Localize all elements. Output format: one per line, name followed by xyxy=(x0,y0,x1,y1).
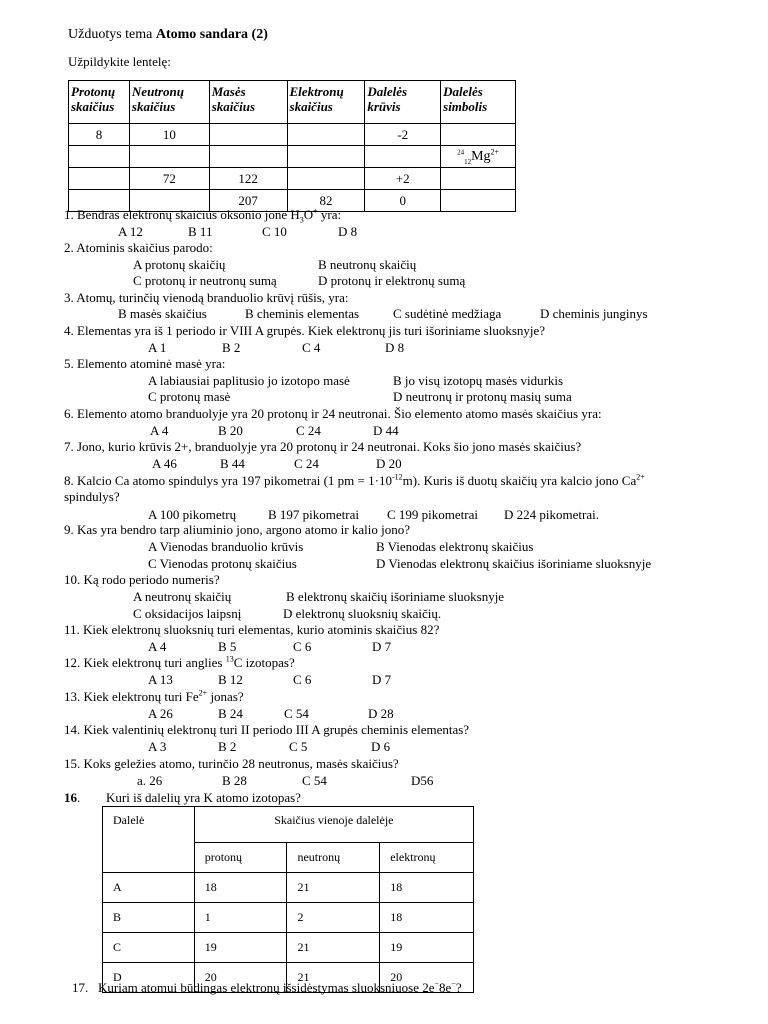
q8-option-c[interactable]: C 199 pikometrai xyxy=(387,507,478,522)
q9-option-d[interactable]: D Vienodas elektronų skaičius išoriniame sluoksnyje xyxy=(376,556,652,571)
table-row[interactable] xyxy=(103,903,474,933)
q1-option-c[interactable]: C 10 xyxy=(262,224,287,239)
table-cell: 18 xyxy=(380,873,474,903)
q3-option-a[interactable]: B masės skaičius xyxy=(118,306,207,321)
q14-option-d[interactable]: D 6 xyxy=(371,739,391,754)
q7-option-b[interactable]: B 44 xyxy=(220,456,245,471)
question-1: 1. Bendras elektronų skaičius oksonio jone $H_3O^+$ yra: xyxy=(64,206,342,225)
table-cell: 2 xyxy=(287,903,380,933)
q12-option-a[interactable]: A 13 xyxy=(148,672,173,687)
q4-option-a[interactable]: A 1 xyxy=(148,340,167,355)
table-cell: 21 xyxy=(287,873,380,903)
q3-option-c[interactable]: C sudėtinė medžiaga xyxy=(393,306,502,321)
question-16-number: 16. xyxy=(64,790,81,805)
header-count-group: Skaičius vienoje dalelėje xyxy=(194,807,473,843)
table-cell xyxy=(441,190,516,212)
question-16: Kuri iš dalelių yra K atomo izotopas? xyxy=(106,790,301,805)
table-cell: 18 xyxy=(194,873,287,903)
q2-option-a[interactable]: A protonų skaičių xyxy=(133,257,226,272)
table-cell: 10 xyxy=(129,124,209,146)
table-cell xyxy=(287,168,365,190)
table-cell xyxy=(365,146,441,168)
fill-in-table xyxy=(68,80,516,212)
table-cell: 72 xyxy=(129,168,209,190)
q15-option-d[interactable]: D56 xyxy=(411,773,434,788)
q3-option-b[interactable]: B cheminis elementas xyxy=(245,306,360,321)
question-3: 3. Atomų, turinčių vienodą branduolio krūvį rūšis, yra: xyxy=(64,290,349,305)
table-cell: 0 xyxy=(365,190,441,212)
q7-option-c[interactable]: C 24 xyxy=(294,456,319,471)
table-cell: 18 xyxy=(380,903,474,933)
q10-option-c[interactable]: C oksidacijos laipsnį xyxy=(133,606,242,621)
q10-option-b[interactable]: B elektronų skaičių išoriniame sluoksnyje xyxy=(286,589,505,604)
q9-option-c[interactable]: C Vienodas protonų skaičius xyxy=(148,556,297,571)
question-7: 7. Jono, kurio krūvis 2+, branduolyje yra 20 protonų ir 24 neutronai. Koks šio jono masės skaičius? xyxy=(64,439,582,454)
isotope-table xyxy=(102,806,474,993)
table-cell: 207 xyxy=(209,190,287,212)
title-prefix: Užduotys tema xyxy=(68,27,156,42)
header-neutrons: neutronų xyxy=(287,843,380,873)
table-header-row xyxy=(103,807,474,843)
q9-option-b[interactable]: B Vienodas elektronų skaičius xyxy=(376,539,534,554)
table-cell: 19 xyxy=(194,933,287,963)
q6-option-a[interactable]: A 4 xyxy=(150,423,169,438)
header-mass: Masės skaičius xyxy=(209,81,287,124)
q11-option-c[interactable]: C 6 xyxy=(293,639,312,654)
q13-option-d[interactable]: D 28 xyxy=(368,706,394,721)
table-row xyxy=(69,168,516,190)
q12-option-b[interactable]: B 12 xyxy=(218,672,243,687)
question-13: 13. Kiek elektronų turi $Fe^{2+}$ jonas? xyxy=(64,688,244,704)
q6-option-c[interactable]: C 24 xyxy=(296,423,321,438)
q5-option-c[interactable]: C protonų masė xyxy=(148,389,231,404)
q1-option-b[interactable]: B 11 xyxy=(188,224,213,239)
table-row xyxy=(69,124,516,146)
q2-option-d[interactable]: D protonų ir elektronų sumą xyxy=(318,273,466,288)
q7-option-a[interactable]: A 46 xyxy=(152,456,177,471)
table-cell xyxy=(441,168,516,190)
q6-option-b[interactable]: B 20 xyxy=(218,423,243,438)
table-header-row xyxy=(69,81,516,124)
table-cell xyxy=(287,146,365,168)
header-electrons: Elektronų skaičius xyxy=(287,81,365,124)
table-cell: +2 xyxy=(365,168,441,190)
q14-option-a[interactable]: A 3 xyxy=(148,739,167,754)
q3-option-d[interactable]: D cheminis junginys xyxy=(540,306,648,321)
table-cell xyxy=(441,124,516,146)
table-row[interactable] xyxy=(103,933,474,963)
question-14: 14. Kiek valentinių elektronų turi II periodo III A grupės cheminis elementas? xyxy=(64,722,470,737)
q14-option-b[interactable]: B 2 xyxy=(218,739,237,754)
q15-option-c[interactable]: C 54 xyxy=(302,773,327,788)
table-cell xyxy=(209,146,287,168)
q10-option-d[interactable]: D elektronų sluoksnių skaičių. xyxy=(283,606,442,621)
table-cell: B xyxy=(103,903,195,933)
title-topic: Atomo sandara (2) xyxy=(155,27,268,42)
header-protons: protonų xyxy=(194,843,287,873)
question-15: 15. Koks geležies atomo, turinčio 28 neutronus, masės skaičius? xyxy=(64,756,399,771)
table-cell: 20 xyxy=(194,963,287,993)
table-cell: 82 xyxy=(287,190,365,212)
table-cell: 122 xyxy=(209,168,287,190)
q2-option-b[interactable]: B neutronų skaičių xyxy=(318,257,417,272)
q4-option-b[interactable]: B 2 xyxy=(222,340,241,355)
table-cell xyxy=(287,124,365,146)
table-cell: D xyxy=(103,963,195,993)
q2-option-c[interactable]: C protonų ir neutronų sumą xyxy=(133,273,277,288)
table-row[interactable] xyxy=(103,873,474,903)
q5-option-a[interactable]: A labiausiai paplitusio jo izotopo masė xyxy=(148,373,350,388)
question-9: 9. Kas yra bendro tarp aliuminio jono, argono atomo ir kalio jono? xyxy=(64,522,410,537)
q12-option-c[interactable]: C 6 xyxy=(293,672,312,687)
q8-option-a[interactable]: A 100 pikometrų xyxy=(148,507,237,522)
table-cell: 19 xyxy=(380,933,474,963)
q4-option-d[interactable]: D 8 xyxy=(385,340,405,355)
table-cell xyxy=(209,124,287,146)
q11-option-a[interactable]: A 4 xyxy=(148,639,167,654)
q15-option-b[interactable]: B 28 xyxy=(222,773,247,788)
q8-option-b[interactable]: B 197 pikometrai xyxy=(268,507,359,522)
q13-option-a[interactable]: A 26 xyxy=(148,706,173,721)
question-2: 2. Atominis skaičius parodo: xyxy=(64,240,213,255)
q13-option-b[interactable]: B 24 xyxy=(218,706,243,721)
table-cell: C xyxy=(103,933,195,963)
question-6: 6. Elemento atomo branduolyje yra 20 protonų ir 24 neutronai. Šio elemento atomo masės skaičius yra: xyxy=(64,406,602,421)
particle-symbol: $^{24}_{12}Mg^{2+}$ xyxy=(441,146,516,168)
q4-option-c[interactable]: C 4 xyxy=(302,340,321,355)
question-8-continued: spindulys? xyxy=(64,489,120,504)
table-cell: -2 xyxy=(365,124,441,146)
q15-option-a[interactable]: a. 26 xyxy=(137,773,163,788)
table-cell: 21 xyxy=(287,933,380,963)
header-neutrons: Neutronų skaičius xyxy=(129,81,209,124)
q6-option-d[interactable]: D 44 xyxy=(373,423,399,438)
q1-option-a[interactable]: A 12 xyxy=(118,224,143,239)
table-row xyxy=(69,146,516,168)
header-particle: Dalelė xyxy=(103,807,195,873)
header-protons: Protonų skaičius xyxy=(69,81,130,124)
table-cell: 8 xyxy=(69,124,130,146)
table-cell xyxy=(69,146,130,168)
question-12: 12. Kiek elektronų turi anglies $^{13}$C izotopas? xyxy=(64,654,295,670)
table-cell xyxy=(129,146,209,168)
table-cell: A xyxy=(103,873,195,903)
q5-option-b[interactable]: B jo visų izotopų masės vidurkis xyxy=(393,373,564,388)
header-symbol: Dalelės simbolis xyxy=(441,81,516,124)
question-4: 4. Elementas yra iš 1 periodo ir VIII A grupės. Kiek elektronų jis turi išoriniame sluoksnyje? xyxy=(64,323,546,338)
instruction-text: Užpildykite lentelę: xyxy=(68,54,171,69)
q11-option-b[interactable]: B 5 xyxy=(218,639,237,654)
q9-option-a[interactable]: A Vienodas branduolio krūvis xyxy=(148,539,304,554)
q14-option-c[interactable]: C 5 xyxy=(289,739,308,754)
question-11: 11. Kiek elektronų sluoksnių turi elementas, kurio atominis skaičius 82? xyxy=(64,622,440,637)
header-charge: Dalelės krūvis xyxy=(365,81,441,124)
table-cell xyxy=(69,168,130,190)
q12-option-d[interactable]: D 7 xyxy=(372,672,392,687)
table-cell: 1 xyxy=(194,903,287,933)
q8-option-d[interactable]: D 224 pikometrai. xyxy=(504,507,599,522)
q10-option-a[interactable]: A neutronų skaičių xyxy=(133,589,232,604)
table-cell: 21 xyxy=(287,963,380,993)
q5-option-d[interactable]: D neutronų ir protonų masių suma xyxy=(393,389,572,404)
q13-option-c[interactable]: C 54 xyxy=(284,706,309,721)
q11-option-d[interactable]: D 7 xyxy=(372,639,392,654)
question-5: 5. Elemento atominė masė yra: xyxy=(64,356,226,371)
table-cell: 20 xyxy=(380,963,474,993)
q1-option-d[interactable]: D 8 xyxy=(338,224,358,239)
question-17: 17. Kuriam atomui būdingas elektronų išsidėstymas sluoksniuose 2e−8e−? xyxy=(72,979,462,995)
question-10: 10. Ką rodo periodo numeris? xyxy=(64,572,220,587)
question-8: 8. Kalcio Ca atomo spindulys yra 197 pikometrai (1 pm = $1\cdot 10^{-12}m$). Kuris iš duotų skaičių yra kalcio jono $Ca^{2+}$ xyxy=(64,472,645,488)
header-electrons: elektronų xyxy=(380,843,474,873)
q7-option-d[interactable]: D 20 xyxy=(376,456,402,471)
worksheet-title xyxy=(68,27,268,42)
